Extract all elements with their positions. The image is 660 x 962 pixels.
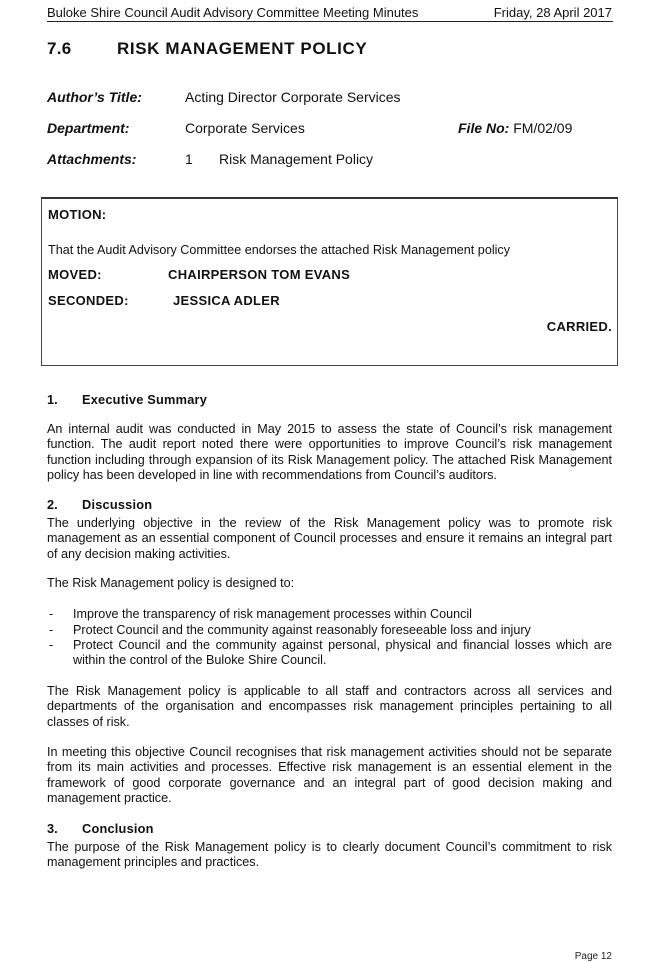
- author-value: Acting Director Corporate Services: [185, 89, 401, 105]
- department-label: Department:: [47, 120, 130, 136]
- motion-result: CARRIED.: [546, 319, 612, 334]
- s2-paragraph-1: The underlying objective in the review of the Risk Management policy was to promote risk management as an essential component of Council processes and ensure it remains an integral part of any decision making activities.: [47, 516, 612, 561]
- document-header-title: Buloke Shire Council Audit Advisory Committee Meeting Minutes: [47, 5, 419, 20]
- s2-paragraph-4: In meeting this objective Council recognises that risk management activities should not be separate from its main activities and processes. Effective risk management is an essential element in the framework of good corporate governance and an integral part of good decision making and management practice.: [47, 745, 612, 805]
- section-title: RISK MANAGEMENT POLICY: [117, 39, 368, 58]
- bullet-mark: -: [49, 638, 54, 652]
- attachment-number: 1: [185, 151, 193, 167]
- file-label: File No:: [458, 120, 510, 136]
- author-label: Author’s Title:: [47, 89, 142, 105]
- motion-text: That the Audit Advisory Committee endorses the attached Risk Management policy: [48, 243, 511, 257]
- s2-paragraph-3: The Risk Management policy is applicable to all staff and contractors across all services and departments of the organisation and encompasses risk management principles pertaining to all classes of risk.: [47, 684, 612, 729]
- document-header-date: Friday, 28 April 2017: [493, 5, 612, 20]
- s1-heading: Executive Summary: [82, 392, 208, 407]
- section-number: 7.6: [47, 39, 72, 58]
- file-number: [458, 120, 572, 136]
- seconded-value: JESSICA ADLER: [173, 293, 280, 308]
- s1-number: 1.: [47, 392, 58, 407]
- seconded-label: SECONDED:: [48, 293, 129, 308]
- list-item: Improve the transparency of risk management processes within Council: [73, 607, 472, 621]
- s2-number: 2.: [47, 497, 58, 512]
- page-number: Page 12: [574, 951, 612, 962]
- attachments-label: Attachments:: [47, 151, 137, 167]
- list-item: Protect Council and the community against reasonably foreseeable loss and injury: [73, 623, 531, 637]
- s2-paragraph-2: The Risk Management policy is designed to:: [47, 576, 295, 590]
- moved-label: MOVED:: [48, 267, 102, 282]
- s1-paragraph: An internal audit was conducted in May 2015 to assess the state of Council’s risk management function. The audit report noted there were opportunities to improve Council’s risk management function including through expansion of its Risk Management policy. The attached Risk Management policy has been developed in line with recommendations from Council’s auditors.: [47, 422, 612, 482]
- s3-number: 3.: [47, 821, 58, 836]
- attachment-link[interactable]: Risk Management Policy: [219, 151, 374, 167]
- motion-heading: MOTION:: [48, 207, 107, 222]
- s3-heading: Conclusion: [82, 821, 154, 836]
- list-item: Protect Council and the community against personal, physical and financial losses which are within the control of the Buloke Shire Council.: [73, 638, 612, 668]
- bullet-mark: -: [49, 623, 54, 637]
- s3-paragraph: The purpose of the Risk Management policy is to clearly document Council’s commitment to risk management principles and practices.: [47, 840, 612, 870]
- header-rule: [47, 21, 613, 22]
- department-value: Corporate Services: [185, 120, 305, 136]
- moved-value: CHAIRPERSON TOM EVANS: [168, 267, 351, 282]
- file-value: FM/02/09: [513, 120, 573, 136]
- s2-heading: Discussion: [82, 497, 153, 512]
- bullet-mark: -: [49, 607, 54, 621]
